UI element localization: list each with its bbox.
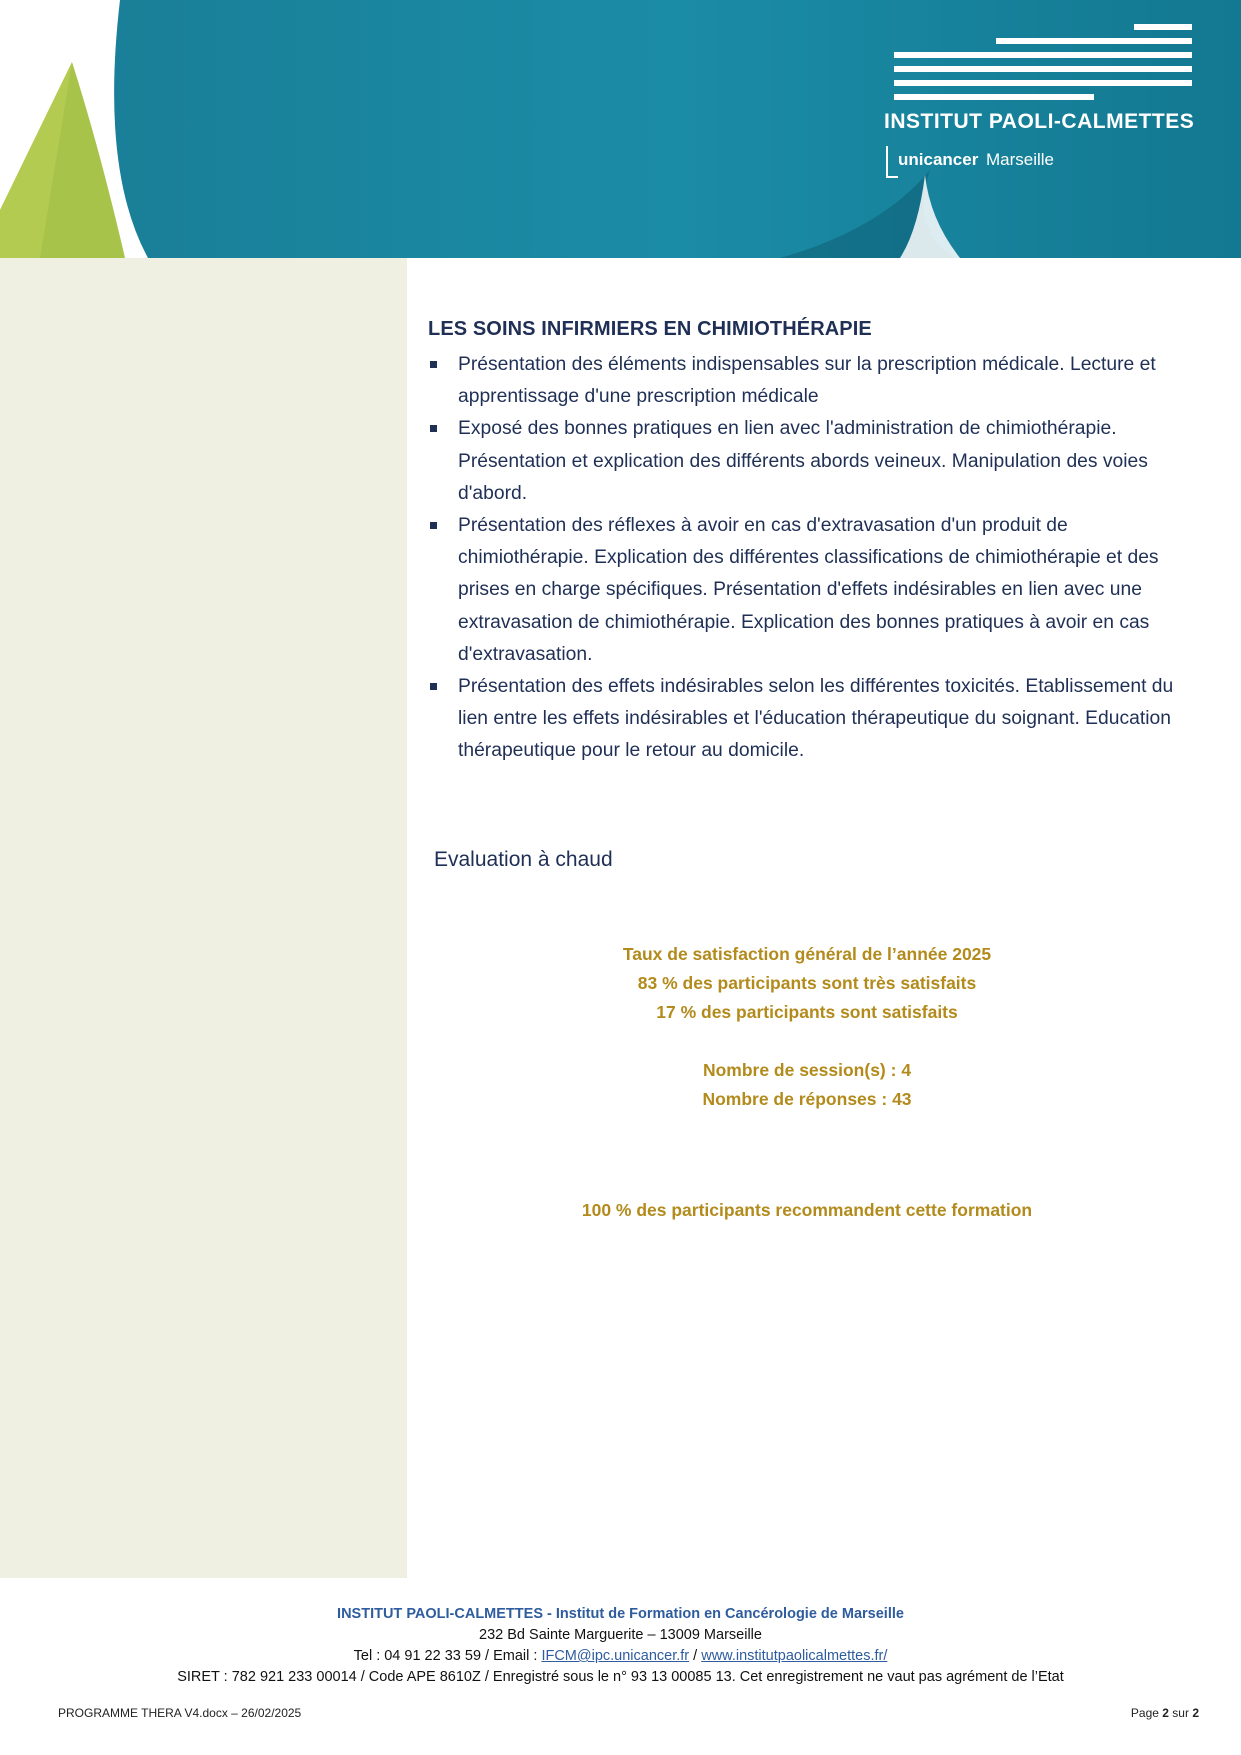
institut-logo xyxy=(884,20,1202,190)
bullet-item-prescription: Présentation des éléments indispensables sur la prescription médicale. Lecture et apprentissage d'une prescription médicale xyxy=(428,349,1198,413)
page-current: 2 xyxy=(1162,1706,1169,1720)
footer-separator: / xyxy=(689,1648,702,1664)
logo-city: Marseille xyxy=(986,150,1055,169)
evaluation-stats xyxy=(407,940,1207,1225)
bullet-list xyxy=(428,349,1198,768)
satisfied-rate: 17 % des participants sont satisfaits xyxy=(656,1002,958,1022)
logo-title: INSTITUT PAOLI-CALMETTES xyxy=(884,110,1195,133)
very-satisfied-rate: 83 % des participants sont très satisfaits xyxy=(637,973,977,993)
main-content xyxy=(428,318,1198,768)
footer-contact xyxy=(0,1646,1241,1667)
recommendation-rate: 100 % des participants recommandent cette formation xyxy=(581,1200,1033,1220)
evaluation-title: Evaluation à chaud xyxy=(434,848,613,871)
logo-subtitle xyxy=(886,142,1146,178)
session-count: Nombre de session(s) : 4 xyxy=(702,1060,912,1080)
page-number xyxy=(1131,1706,1199,1720)
logo-stripes-icon xyxy=(884,20,1202,108)
footer-siret: SIRET : 782 921 233 00014 / Code APE 8610Z / Enregistré sous le n° 93 13 00085 13. Cet enregistrement ne vaut pas agrément de l’Etat xyxy=(177,1669,1064,1685)
bullet-item-administration: Exposé des bonnes pratiques en lien avec l'administration de chimiothérapie. Présentation et explication des différents abords veineux. Manipulation des voies d'abord. xyxy=(428,413,1198,510)
left-sidebar-panel xyxy=(0,258,407,1578)
bullet-item-extravasation: Présentation des réflexes à avoir en cas d'extravasation d'un produit de chimiothérapie. Explication des différentes classifications de chimiothérapie et des prises en charge spécifiques. Présentation d'effets indésirables en lien avec une extravasation de chimiothérapie. Explication des bonnes pratiques à avoir en cas d'extravasation. xyxy=(428,510,1198,671)
bullet-item-side-effects: Présentation des effets indésirables selon les différentes toxicités. Etablissement du lien entre les effets indésirables et l'éducation thérapeutique du soignant. Education thérapeutique pour le retour au domicile. xyxy=(428,671,1198,768)
page-footer xyxy=(0,1604,1241,1688)
footer-tel: Tel : 04 91 22 33 59 / Email : xyxy=(353,1648,542,1664)
page-total: 2 xyxy=(1192,1706,1199,1720)
page-of: sur xyxy=(1172,1706,1189,1720)
response-count: Nombre de réponses : 43 xyxy=(702,1089,912,1109)
logo-bracket xyxy=(886,146,898,178)
footer-email-link[interactable]: IFCM@ipc.unicancer.fr xyxy=(541,1648,690,1664)
footer-address: 232 Bd Sainte Marguerite – 13009 Marseille xyxy=(479,1627,762,1643)
satisfaction-title: Taux de satisfaction général de l’année 2025 xyxy=(622,944,992,964)
page-header xyxy=(0,0,1241,258)
section-title: LES SOINS INFIRMIERS EN CHIMIOTHÉRAPIE xyxy=(428,318,872,340)
footer-title: INSTITUT PAOLI-CALMETTES - Institut de Formation en Cancérologie de Marseille xyxy=(337,1606,904,1622)
page-label: Page xyxy=(1130,1706,1159,1720)
document-reference: PROGRAMME THERA V4.docx – 26/02/2025 xyxy=(58,1706,302,1720)
logo-unicancer: unicancer xyxy=(898,150,979,169)
footer-website-link[interactable]: www.institutpaolicalmettes.fr/ xyxy=(701,1648,888,1664)
